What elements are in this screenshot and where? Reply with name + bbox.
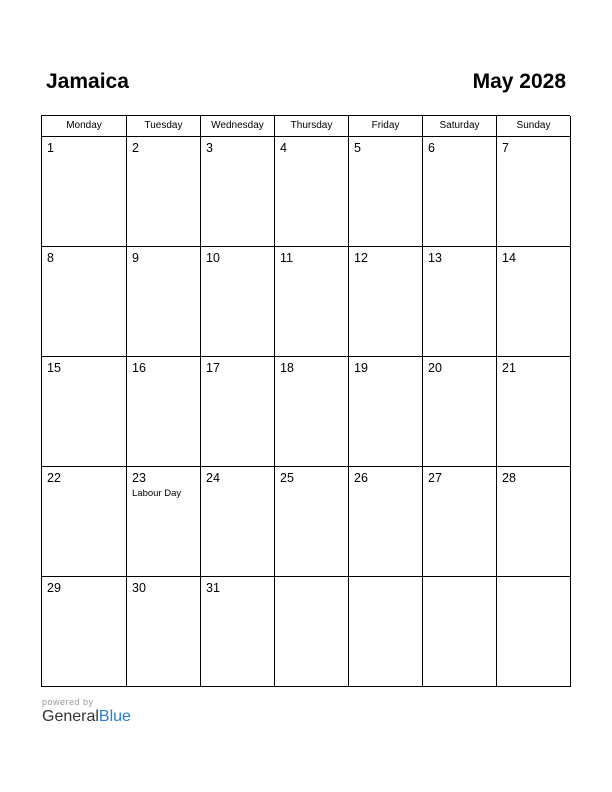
day-cell <box>201 357 275 467</box>
day-cell <box>201 467 275 577</box>
day-number: 3 <box>206 141 213 155</box>
day-number: 27 <box>428 471 442 485</box>
day-number: 2 <box>132 141 139 155</box>
day-cell <box>349 357 423 467</box>
calendar-header <box>42 70 566 100</box>
day-cell <box>423 247 497 357</box>
day-number: 1 <box>47 141 54 155</box>
day-number: 12 <box>354 251 368 265</box>
brand-logo <box>42 708 131 726</box>
day-number: 21 <box>502 361 516 375</box>
day-cell <box>127 357 201 467</box>
day-number: 17 <box>206 361 220 375</box>
day-cell <box>349 577 423 687</box>
day-cell <box>127 467 201 577</box>
day-cell <box>42 577 127 687</box>
weekday-header: Wednesday <box>201 116 275 137</box>
country-title: Jamaica <box>46 70 129 93</box>
day-number: 28 <box>502 471 516 485</box>
weekday-header: Monday <box>42 116 127 137</box>
day-cell <box>497 247 571 357</box>
day-number: 31 <box>206 581 220 595</box>
day-number: 26 <box>354 471 368 485</box>
day-cell <box>201 577 275 687</box>
day-cell <box>275 467 349 577</box>
day-number: 29 <box>47 581 61 595</box>
day-cell <box>423 577 497 687</box>
weekday-header: Sunday <box>497 116 571 137</box>
day-number: 22 <box>47 471 61 485</box>
day-number: 9 <box>132 251 139 265</box>
day-cell <box>127 137 201 247</box>
day-cell <box>497 357 571 467</box>
day-number: 25 <box>280 471 294 485</box>
day-number: 14 <box>502 251 516 265</box>
day-cell <box>42 467 127 577</box>
day-cell <box>275 137 349 247</box>
day-number: 20 <box>428 361 442 375</box>
day-number: 8 <box>47 251 54 265</box>
day-number: 4 <box>280 141 287 155</box>
day-cell <box>275 577 349 687</box>
day-cell <box>349 467 423 577</box>
month-title: May 2028 <box>472 70 566 93</box>
powered-by-text: powered by <box>42 697 94 707</box>
day-number: 16 <box>132 361 146 375</box>
day-number: 15 <box>47 361 61 375</box>
day-cell <box>423 467 497 577</box>
day-number: 23 <box>132 471 146 485</box>
day-cell <box>275 357 349 467</box>
day-cell <box>349 247 423 357</box>
day-number: 6 <box>428 141 435 155</box>
day-cell <box>127 247 201 357</box>
footer <box>42 697 131 726</box>
day-number: 30 <box>132 581 146 595</box>
day-cell <box>349 137 423 247</box>
day-cell <box>423 137 497 247</box>
day-number: 5 <box>354 141 361 155</box>
day-cell <box>423 357 497 467</box>
brand-general: General <box>42 708 99 725</box>
day-cell <box>497 467 571 577</box>
day-cell <box>42 357 127 467</box>
day-number: 24 <box>206 471 220 485</box>
calendar-grid <box>41 115 570 687</box>
weekday-header: Saturday <box>423 116 497 137</box>
day-cell <box>497 137 571 247</box>
day-cell <box>201 137 275 247</box>
day-number: 18 <box>280 361 294 375</box>
weekday-header: Tuesday <box>127 116 201 137</box>
day-number: 11 <box>280 251 293 265</box>
day-cell <box>201 247 275 357</box>
day-cell <box>275 247 349 357</box>
day-cell <box>42 137 127 247</box>
weekday-header: Friday <box>349 116 423 137</box>
brand-blue: Blue <box>98 708 131 725</box>
day-number: 13 <box>428 251 442 265</box>
day-number: 7 <box>502 141 509 155</box>
weekday-header: Thursday <box>275 116 349 137</box>
day-cell <box>127 577 201 687</box>
day-number: 19 <box>354 361 368 375</box>
day-cell <box>497 577 571 687</box>
holiday-label: Labour Day <box>132 488 182 499</box>
day-cell <box>42 247 127 357</box>
day-number: 10 <box>206 251 220 265</box>
